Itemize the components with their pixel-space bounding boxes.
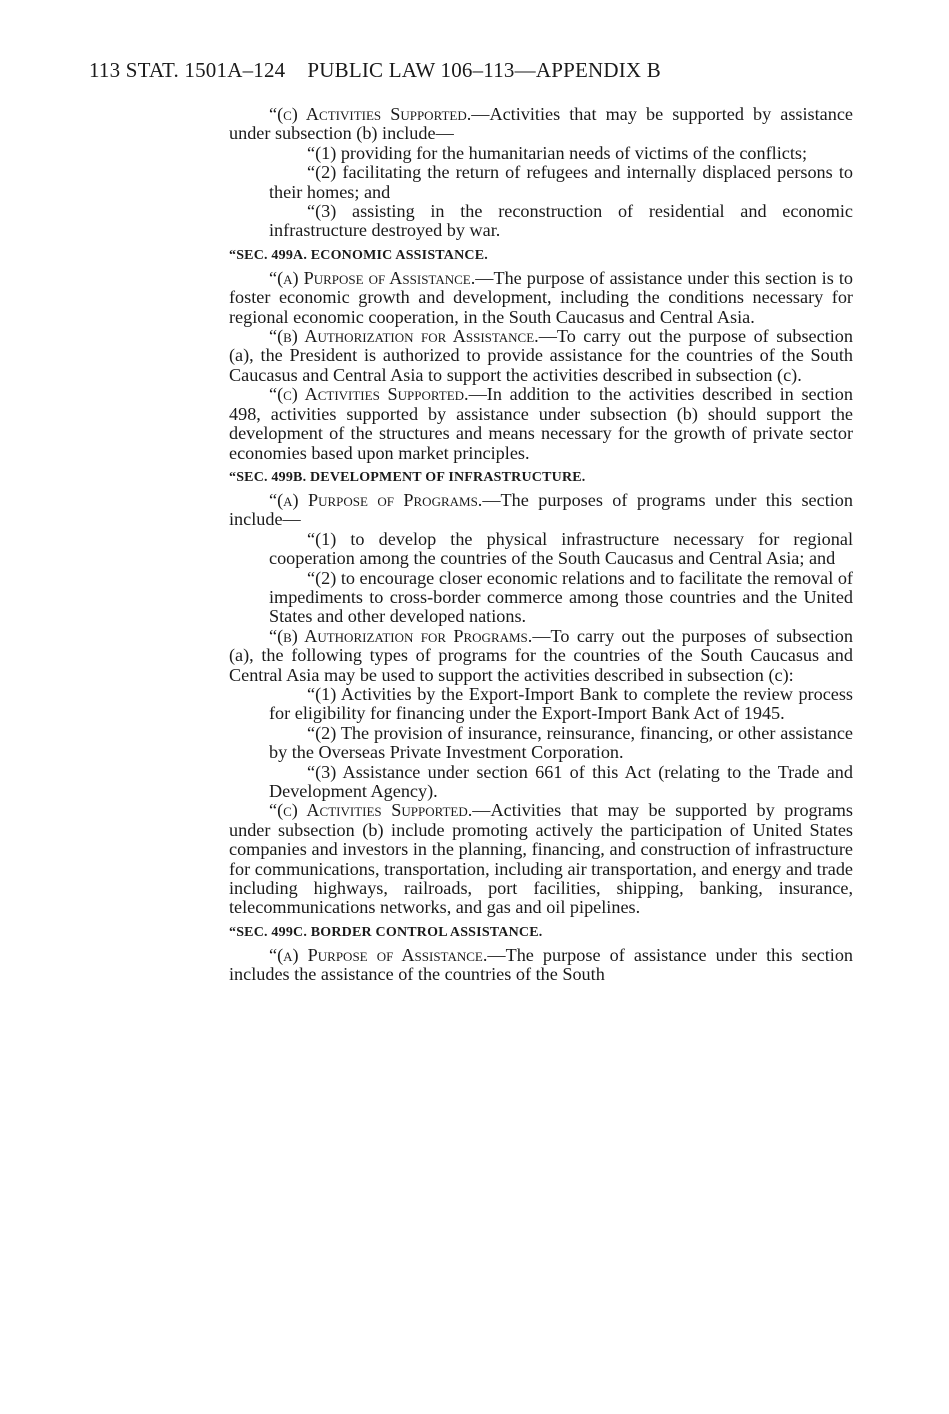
- paragraph-purpose-of-assistance: [229, 946, 853, 985]
- subsection-heading: “(b) Authorization for Programs.: [269, 625, 533, 646]
- paragraph-authorization-for-programs: [229, 627, 853, 685]
- list-item: “(3) Assistance under section 661 of this Act (relating to the Trade and Development Agency).: [269, 761, 853, 801]
- section-heading-499c: “SEC. 499C. BORDER CONTROL ASSISTANCE.: [229, 924, 543, 940]
- paragraph-text: —The purposes of programs under this section include—: [229, 489, 853, 530]
- paragraph-text: —The purpose of assistance under this section is to foster economic growth and development, including the conditions necessary for regional economic cooperation, in the South Caucasus and Central Asia.: [229, 267, 853, 327]
- list-item: “(1) providing for the humanitarian needs of victims of the conflicts;: [307, 142, 808, 163]
- list-item: “(2) facilitating the return of refugees and internally displaced persons to their homes; and: [269, 162, 853, 202]
- public-law-title: PUBLIC LAW 106–113—APPENDIX B: [307, 58, 661, 82]
- paragraph-activities-supported: [229, 801, 853, 917]
- subsection-heading: “(a) Purpose of Assistance.: [269, 944, 488, 965]
- document-body: [229, 105, 853, 985]
- subsection-heading: “(c) Activities Supported.: [269, 800, 473, 821]
- paragraph-activities-supported: [229, 385, 853, 463]
- subsection-heading: “(c) Activities Supported.: [269, 384, 469, 405]
- section-heading-499a: “SEC. 499A. ECONOMIC ASSISTANCE.: [229, 247, 488, 263]
- list-item: “(1) to develop the physical infrastructure necessary for regional cooperation among the countries of the South Caucasus and Central Asia; and: [269, 528, 853, 569]
- paragraph-text: —The purpose of assistance under this section includes the assistance of the countries of the South: [229, 944, 854, 985]
- statute-citation: 113 STAT. 1501A–124: [89, 58, 286, 82]
- paragraph-text: —To carry out the purpose of subsection (a), the President is authorized to provide assistance for the countries of the South Caucasus and Central Asia to support the activities described in subsection (c).: [229, 326, 853, 385]
- paragraph-activities-supported: [229, 105, 853, 144]
- paragraph-purpose-of-programs: [229, 491, 853, 530]
- list-item: “(2) to encourage closer economic relations and to facilitate the removal of impediments to cross-border commerce among those countries and the United States and other developed nations.: [269, 567, 853, 627]
- section-heading-499b: “SEC. 499B. DEVELOPMENT OF INFRASTRUCTURE.: [229, 469, 586, 485]
- subsection-heading: “(a) Purpose of Programs.: [269, 489, 483, 510]
- list-item: “(2) The provision of insurance, reinsurance, financing, or other assistance by the Overseas Private Investment Corporation.: [269, 722, 853, 763]
- list-item: “(3) assisting in the reconstruction of residential and economic infrastructure destroyed by war.: [269, 201, 853, 241]
- paragraph-text: —Activities that may be supported by programs under subsection (b) include promoting actively the participation of United States companies and investors in the planning, financing, and construction of infrastructure for communications, transportation, including air transportation, and energy and trade including highways, railroads, port facilities, shipping, banking, insurance, telecommunications networks, and gas and oil pipelines.: [229, 800, 853, 918]
- subsection-heading: “(b) Authorization for Assistance.: [269, 326, 539, 347]
- paragraph-purpose-of-assistance: [229, 269, 853, 327]
- list-item: “(1) Activities by the Export-Import Bank to complete the review process for eligibility for financing under the Export-Import Bank Act of 1945.: [269, 683, 853, 724]
- running-head: [89, 58, 661, 83]
- subsection-heading: “(c) Activities Supported.: [269, 104, 472, 124]
- paragraph-text: —Activities that may be supported by assistance under subsection (b) include—: [229, 104, 853, 144]
- paragraph-text: —In addition to the activities described in section 498, activities supported by assistance under subsection (b) should support the development of the structures and means necessary for the growth of private sector economies based upon market principles.: [229, 384, 853, 463]
- subsection-heading: “(a) Purpose of Assistance.: [269, 267, 476, 288]
- paragraph-text: —To carry out the purposes of subsection (a), the following types of programs for the countries of the South Caucasus and Central Asia may be used to support the activities described in subsection (c):: [229, 625, 853, 685]
- paragraph-authorization-for-assistance: [229, 327, 853, 385]
